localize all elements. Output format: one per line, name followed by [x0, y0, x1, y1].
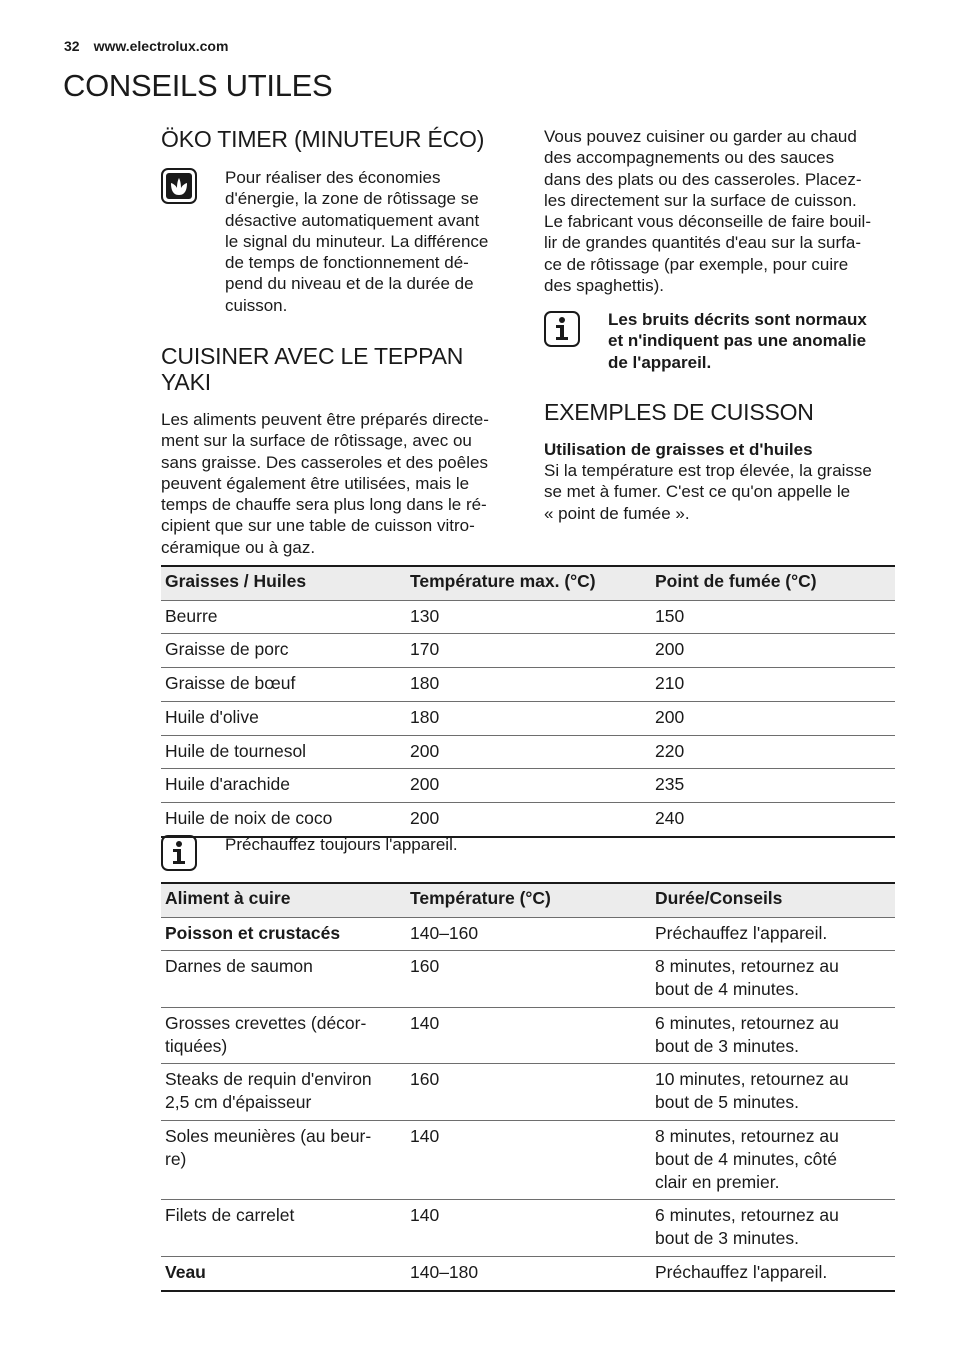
- text-line: le signal du minuteur. La différence: [225, 231, 489, 251]
- fats-table: [161, 565, 895, 838]
- table-row: [161, 769, 895, 803]
- table-header-cell: Point de fumée (°C): [651, 566, 895, 600]
- table-cell: Poisson et crustacés: [161, 917, 406, 951]
- text-line: peuvent également être utilisées, mais le: [161, 473, 470, 493]
- table-header-cell: Aliment à cuire: [161, 883, 406, 917]
- table-cell: Graisse de bœuf: [161, 668, 406, 702]
- right-col-text: [544, 126, 871, 296]
- table-row: [161, 668, 895, 702]
- table-header-row: [161, 883, 895, 917]
- food-table: [161, 882, 895, 1292]
- text-line: désactive automatiquement avant: [225, 210, 480, 230]
- text-line: dans des plats ou des casseroles. Placez-: [544, 169, 862, 189]
- text-line: de temps de fonctionnement dé-: [225, 253, 469, 273]
- table-cell: Soles meunières (au beur- re): [161, 1121, 406, 1200]
- table-cell: 6 minutes, retournez au bout de 3 minutes.: [651, 1007, 895, 1064]
- table-cell: Steaks de requin d'environ 2,5 cm d'épaisseur: [161, 1064, 406, 1121]
- text-line: temps de chauffe sera plus long dans le ré-: [161, 495, 487, 515]
- table-cell: 150: [651, 600, 895, 634]
- table-row: [161, 1064, 895, 1121]
- preheat-note: Préchauffez toujours l'appareil.: [225, 835, 458, 854]
- text-line: Vous pouvez cuisiner ou garder au chaud: [544, 127, 857, 146]
- text-line: se met à fumer. C'est ce qu'on appelle le: [544, 482, 851, 502]
- text-line: « point de fumée ».: [544, 503, 690, 523]
- table-cell: Préchauffez l'appareil.: [651, 1257, 895, 1291]
- table-cell: Veau: [161, 1257, 406, 1291]
- info-icon: [544, 311, 580, 347]
- text-line: céramique ou à gaz.: [161, 537, 316, 557]
- table-cell: Huile de noix de coco: [161, 803, 406, 837]
- table-row: [161, 1200, 895, 1257]
- exemples-subheading: Utilisation de graisses et d'huiles: [544, 440, 813, 459]
- table-cell: Graisse de porc: [161, 634, 406, 668]
- info-icon: [161, 835, 197, 871]
- table-cell: 220: [651, 735, 895, 769]
- table-row: [161, 600, 895, 634]
- text-line: des spaghettis).: [544, 276, 665, 296]
- text-line: Les bruits décrits sont normaux: [608, 310, 867, 329]
- text-line: Pour réaliser des économies: [225, 168, 441, 187]
- table-cell: 140: [406, 1121, 651, 1200]
- table-row: [161, 803, 895, 837]
- page-title: CONSEILS UTILES: [63, 68, 333, 103]
- info-note-text: [608, 309, 867, 373]
- text-line: Le fabricant vous déconseille de faire bouil-: [544, 212, 871, 232]
- table-cell: 180: [406, 668, 651, 702]
- text-line: et n'indiquent pas une anomalie: [608, 331, 867, 351]
- oko-timer-text: [225, 167, 488, 316]
- table-row: [161, 951, 895, 1008]
- table-header-cell: Graisses / Huiles: [161, 566, 406, 600]
- text-line: Si la température est trop élevée, la graisse: [544, 461, 872, 480]
- table-cell: 200: [651, 701, 895, 735]
- table-cell: 180: [406, 701, 651, 735]
- table-cell: Huile d'arachide: [161, 769, 406, 803]
- text-line: pend du niveau et de la durée de: [225, 274, 474, 294]
- table-cell: 160: [406, 1064, 651, 1121]
- table-cell: 10 minutes, retournez au bout de 5 minutes.: [651, 1064, 895, 1121]
- table-cell: Huile d'olive: [161, 701, 406, 735]
- text-line: les directement sur la surface de cuisson.: [544, 190, 857, 210]
- table-header-cell: Température (°C): [406, 883, 651, 917]
- table-cell: 6 minutes, retournez au bout de 3 minutes.: [651, 1200, 895, 1257]
- table-cell: 140: [406, 1007, 651, 1064]
- eco-flower-icon: [161, 168, 197, 204]
- table-cell: Beurre: [161, 600, 406, 634]
- table-header-row: [161, 566, 895, 600]
- table-cell: 240: [651, 803, 895, 837]
- table-cell: 200: [406, 735, 651, 769]
- teppan-text: [161, 409, 489, 558]
- table-cell: 140–160: [406, 917, 651, 951]
- table-cell: 140: [406, 1200, 651, 1257]
- table-cell: 200: [406, 803, 651, 837]
- table-cell: 8 minutes, retournez au bout de 4 minutes, côté clair en premier.: [651, 1121, 895, 1200]
- site-url[interactable]: www.electrolux.com: [93, 38, 229, 54]
- text-line: cipient que sur une table de cuisson vitro-: [161, 516, 475, 536]
- text-line: d'énergie, la zone de rôtissage se: [225, 189, 479, 209]
- table-cell: Préchauffez l'appareil.: [651, 917, 895, 951]
- table-row: [161, 1007, 895, 1064]
- text-line: sans graisse. Des casseroles et des poêles: [161, 452, 488, 472]
- table-cell: Filets de carrelet: [161, 1200, 406, 1257]
- text-line: ment sur la surface de rôtissage, avec ou: [161, 431, 472, 451]
- table-cell: 140–180: [406, 1257, 651, 1291]
- table-cell: 200: [406, 769, 651, 803]
- table-row: [161, 735, 895, 769]
- table-cell: Grosses crevettes (décor- tiquées): [161, 1007, 406, 1064]
- table-header-cell: Température max. (°C): [406, 566, 651, 600]
- page-header: [64, 38, 228, 54]
- table-cell: 8 minutes, retournez au bout de 4 minutes.: [651, 951, 895, 1008]
- table-category-row: [161, 1257, 895, 1291]
- table-cell: 210: [651, 668, 895, 702]
- exemples-heading: EXEMPLES DE CUISSON: [544, 399, 814, 425]
- heading-line: CUISINER AVEC LE TEPPAN: [161, 343, 464, 369]
- table-cell: 200: [651, 634, 895, 668]
- table-row: [161, 1121, 895, 1200]
- table-cell: 130: [406, 600, 651, 634]
- text-line: de l'appareil.: [608, 352, 712, 372]
- text-line: cuisson.: [225, 295, 288, 315]
- table-category-row: [161, 917, 895, 951]
- table-cell: 235: [651, 769, 895, 803]
- oko-timer-heading: ÖKO TIMER (MINUTEUR ÉCO): [161, 126, 485, 152]
- teppan-heading: [161, 343, 463, 395]
- exemples-text: [544, 460, 872, 524]
- table-row: [161, 701, 895, 735]
- text-line: Les aliments peuvent être préparés directe-: [161, 410, 489, 429]
- text-line: ce de rôtissage (par exemple, pour cuire: [544, 254, 849, 274]
- table-cell: 170: [406, 634, 651, 668]
- text-line: lir de grandes quantités d'eau sur la surfa-: [544, 233, 861, 253]
- page-number: 32: [64, 38, 80, 54]
- table-cell: Huile de tournesol: [161, 735, 406, 769]
- text-line: des accompagnements ou des sauces: [544, 148, 835, 168]
- table-cell: Darnes de saumon: [161, 951, 406, 1008]
- table-header-cell: Durée/Conseils: [651, 883, 895, 917]
- table-row: [161, 634, 895, 668]
- heading-line: YAKI: [161, 369, 211, 395]
- table-cell: 160: [406, 951, 651, 1008]
